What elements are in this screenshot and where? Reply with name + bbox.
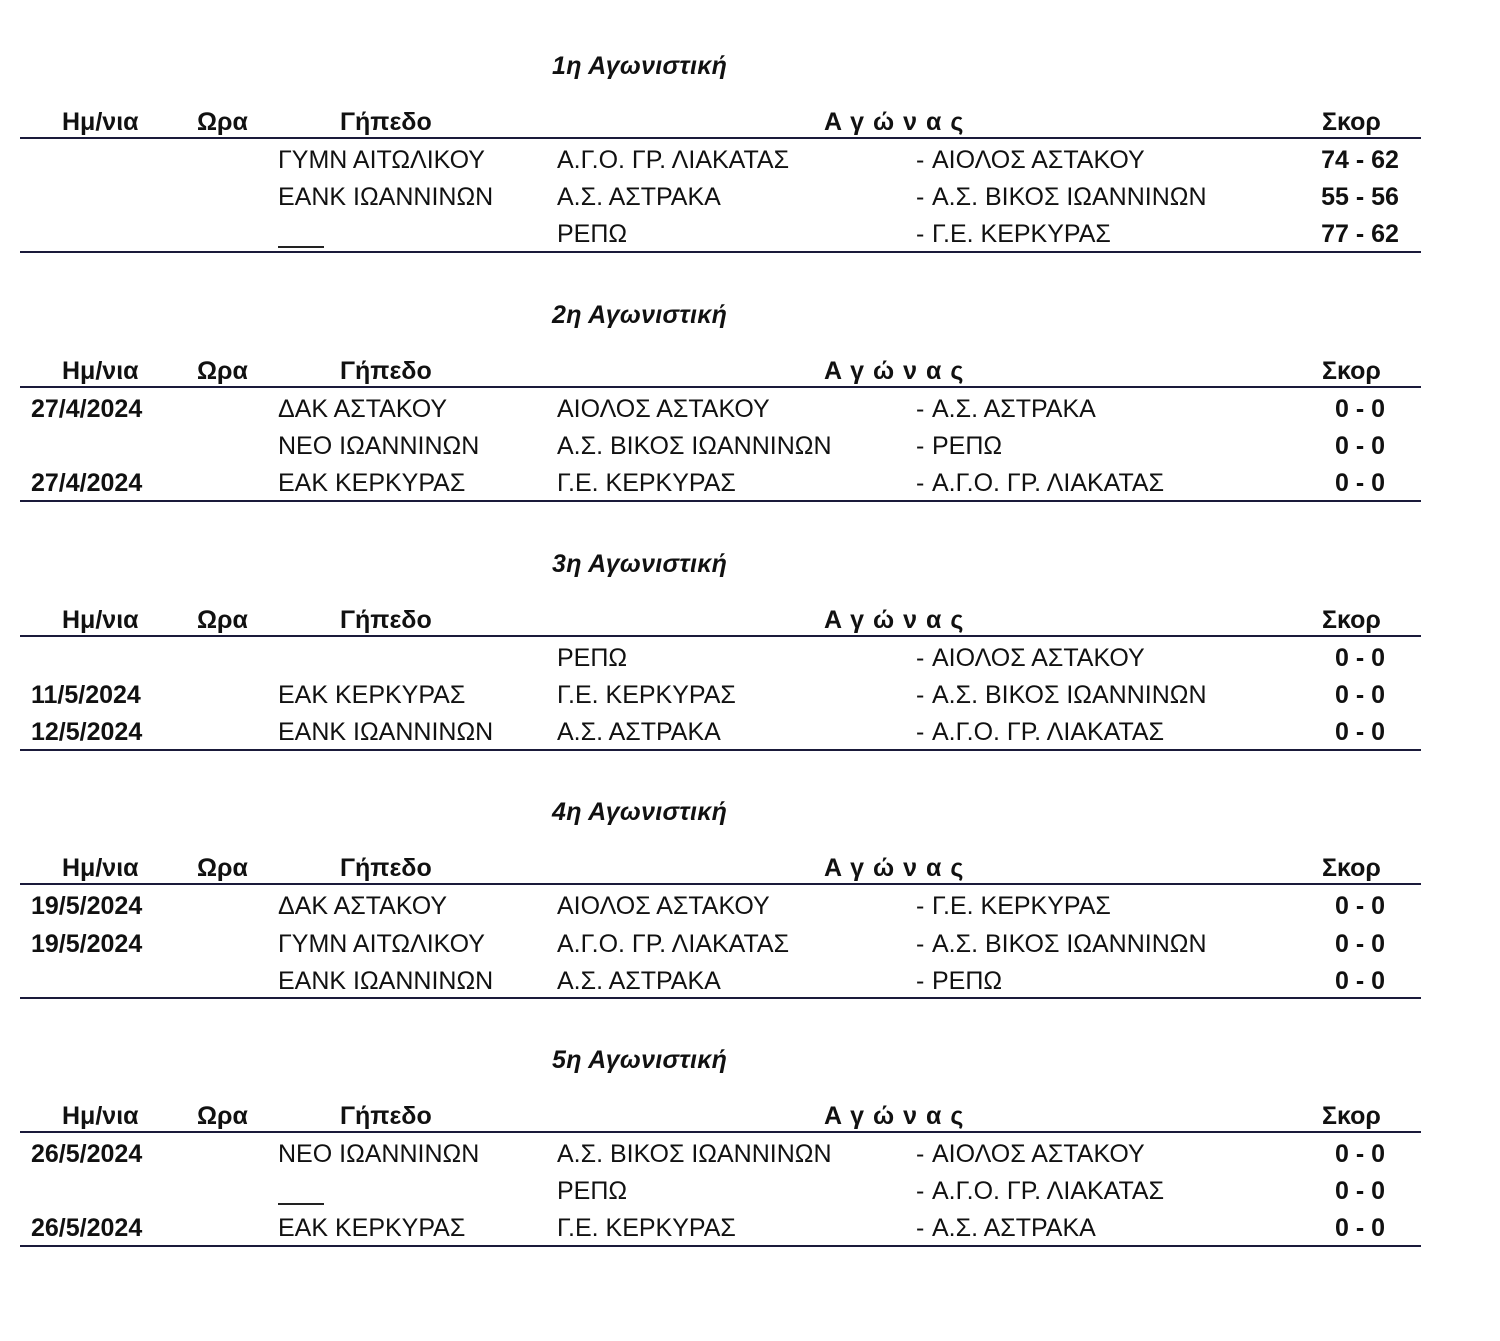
away-team: ΡΕΠΩ xyxy=(932,432,1003,460)
match-separator: - xyxy=(916,681,925,709)
home-team: Α.Σ. ΑΣΤΡΑΚΑ xyxy=(557,967,721,995)
round-title: 1η Αγωνιστική xyxy=(552,52,728,80)
match-separator: - xyxy=(916,469,925,497)
match-date: 26/5/2024 xyxy=(31,1140,143,1168)
blank-venue-line xyxy=(278,1177,324,1205)
header-divider xyxy=(20,883,1421,885)
home-team: Α.Σ. ΑΣΤΡΑΚΑ xyxy=(557,183,721,211)
match-row xyxy=(0,432,1500,469)
home-team: Γ.Ε. ΚΕΡΚΥΡΑΣ xyxy=(557,469,736,497)
match-venue: ΝΕΟ ΙΩΑΝΝΙΝΩΝ xyxy=(278,432,480,460)
match-separator: - xyxy=(916,1177,925,1205)
home-team: Α.Σ. ΒΙΚΟΣ ΙΩΑΝΝΙΝΩΝ xyxy=(557,1140,832,1168)
match-date: 11/5/2024 xyxy=(31,681,141,709)
match-row xyxy=(0,681,1500,718)
header-match: Αγώνας xyxy=(824,108,973,136)
away-team: Α.Γ.Ο. ΓΡ. ΛΙΑΚΑΤΑΣ xyxy=(932,718,1165,746)
away-team: Α.Σ. ΑΣΤΡΑΚΑ xyxy=(932,395,1096,423)
header-time: Ωρα xyxy=(197,854,248,882)
round-section xyxy=(0,994,1500,1244)
header-score: Σκορ xyxy=(1322,606,1381,634)
home-team: ΡΕΠΩ xyxy=(557,644,628,672)
match-separator: - xyxy=(916,183,925,211)
round-divider xyxy=(20,1245,1421,1247)
header-divider xyxy=(20,1131,1421,1133)
header-score: Σκορ xyxy=(1322,357,1381,385)
home-team: ΡΕΠΩ xyxy=(557,220,628,248)
match-score: 0 - 0 xyxy=(1334,395,1386,423)
match-separator: - xyxy=(916,1214,925,1242)
away-team: Α.Σ. ΒΙΚΟΣ ΙΩΑΝΝΙΝΩΝ xyxy=(932,681,1207,709)
home-team: Γ.Ε. ΚΕΡΚΥΡΑΣ xyxy=(557,681,736,709)
match-date: 19/5/2024 xyxy=(31,930,143,958)
header-date: Ημ/νια xyxy=(62,1102,139,1130)
match-row xyxy=(0,644,1500,681)
match-separator: - xyxy=(916,967,925,995)
match-venue: ΓΥΜΝ ΑΙΤΩΛΙΚΟΥ xyxy=(278,930,485,958)
match-score: 0 - 0 xyxy=(1334,681,1386,709)
round-title: 5η Αγωνιστική xyxy=(552,1046,728,1074)
match-separator: - xyxy=(916,718,925,746)
match-venue: ΔΑΚ ΑΣΤΑΚΟΥ xyxy=(278,892,448,920)
away-team: ΑΙΟΛΟΣ ΑΣΤΑΚΟΥ xyxy=(932,644,1145,672)
match-venue: ΕΑΝΚ ΙΩΑΝΝΙΝΩΝ xyxy=(278,183,494,211)
match-score: 74 - 62 xyxy=(1321,146,1399,174)
match-score: 0 - 0 xyxy=(1334,892,1386,920)
header-score: Σκορ xyxy=(1322,854,1381,882)
match-separator: - xyxy=(916,892,925,920)
match-venue: ΕΑΝΚ ΙΩΑΝΝΙΝΩΝ xyxy=(278,718,494,746)
home-team: Α.Γ.Ο. ΓΡ. ΛΙΑΚΑΤΑΣ xyxy=(557,930,790,958)
header-time: Ωρα xyxy=(197,606,248,634)
away-team: Α.Γ.Ο. ΓΡ. ΛΙΑΚΑΤΑΣ xyxy=(932,469,1165,497)
blank-venue-line xyxy=(278,220,324,248)
match-score: 0 - 0 xyxy=(1334,1140,1386,1168)
match-date: 19/5/2024 xyxy=(31,892,143,920)
round-section xyxy=(0,498,1500,748)
match-venue: ΔΑΚ ΑΣΤΑΚΟΥ xyxy=(278,395,448,423)
header-venue: Γήπεδο xyxy=(340,854,432,882)
round-title: 2η Αγωνιστική xyxy=(552,301,728,329)
away-team: ΑΙΟΛΟΣ ΑΣΤΑΚΟΥ xyxy=(932,146,1145,174)
match-date: 26/5/2024 xyxy=(31,1214,143,1242)
away-team: Α.Σ. ΑΣΤΡΑΚΑ xyxy=(932,1214,1096,1242)
match-separator: - xyxy=(916,395,925,423)
header-time: Ωρα xyxy=(197,357,248,385)
match-row xyxy=(0,183,1500,220)
header-date: Ημ/νια xyxy=(62,854,139,882)
header-venue: Γήπεδο xyxy=(340,108,432,136)
match-row xyxy=(0,1140,1500,1177)
round-title: 3η Αγωνιστική xyxy=(552,550,728,578)
round-section xyxy=(0,746,1500,996)
header-date: Ημ/νια xyxy=(62,108,139,136)
match-venue: ΕΑΚ ΚΕΡΚΥΡΑΣ xyxy=(278,1214,466,1242)
match-date: 27/4/2024 xyxy=(31,395,143,423)
away-team: Α.Γ.Ο. ΓΡ. ΛΙΑΚΑΤΑΣ xyxy=(932,1177,1165,1205)
header-divider xyxy=(20,137,1421,139)
match-row xyxy=(0,146,1500,183)
match-row xyxy=(0,1177,1500,1214)
match-score: 77 - 62 xyxy=(1321,220,1399,248)
match-score: 0 - 0 xyxy=(1334,930,1386,958)
header-divider xyxy=(20,386,1421,388)
match-venue: ΓΥΜΝ ΑΙΤΩΛΙΚΟΥ xyxy=(278,146,485,174)
away-team: Γ.Ε. ΚΕΡΚΥΡΑΣ xyxy=(932,220,1111,248)
header-match: Αγώνας xyxy=(824,606,973,634)
match-venue: ΕΑΝΚ ΙΩΑΝΝΙΝΩΝ xyxy=(278,967,494,995)
header-venue: Γήπεδο xyxy=(340,606,432,634)
header-time: Ωρα xyxy=(197,1102,248,1130)
match-separator: - xyxy=(916,930,925,958)
match-score: 0 - 0 xyxy=(1334,469,1386,497)
header-divider xyxy=(20,635,1421,637)
away-team: Α.Σ. ΒΙΚΟΣ ΙΩΑΝΝΙΝΩΝ xyxy=(932,930,1207,958)
round-section xyxy=(0,0,1500,250)
match-score: 0 - 0 xyxy=(1334,1177,1386,1205)
away-team: ΑΙΟΛΟΣ ΑΣΤΑΚΟΥ xyxy=(932,1140,1145,1168)
home-team: ΡΕΠΩ xyxy=(557,1177,628,1205)
match-row xyxy=(0,892,1500,929)
round-title: 4η Αγωνιστική xyxy=(552,798,728,826)
home-team: Α.Σ. ΒΙΚΟΣ ΙΩΑΝΝΙΝΩΝ xyxy=(557,432,832,460)
match-score: 0 - 0 xyxy=(1334,432,1386,460)
round-section xyxy=(0,249,1500,499)
match-venue: ΕΑΚ ΚΕΡΚΥΡΑΣ xyxy=(278,681,466,709)
header-venue: Γήπεδο xyxy=(340,357,432,385)
home-team: Α.Σ. ΑΣΤΡΑΚΑ xyxy=(557,718,721,746)
match-row xyxy=(0,930,1500,967)
home-team: Γ.Ε. ΚΕΡΚΥΡΑΣ xyxy=(557,1214,736,1242)
match-separator: - xyxy=(916,146,925,174)
match-score: 0 - 0 xyxy=(1334,718,1386,746)
away-team: ΡΕΠΩ xyxy=(932,967,1003,995)
match-date: 12/5/2024 xyxy=(31,718,143,746)
away-team: Γ.Ε. ΚΕΡΚΥΡΑΣ xyxy=(932,892,1111,920)
header-match: Αγώνας xyxy=(824,357,973,385)
match-separator: - xyxy=(916,220,925,248)
match-venue: ΝΕΟ ΙΩΑΝΝΙΝΩΝ xyxy=(278,1140,480,1168)
match-separator: - xyxy=(916,432,925,460)
match-venue: ΕΑΚ ΚΕΡΚΥΡΑΣ xyxy=(278,469,466,497)
away-team: Α.Σ. ΒΙΚΟΣ ΙΩΑΝΝΙΝΩΝ xyxy=(932,183,1207,211)
header-match: Αγώνας xyxy=(824,1102,973,1130)
match-score: 0 - 0 xyxy=(1334,1214,1386,1242)
header-time: Ωρα xyxy=(197,108,248,136)
header-match: Αγώνας xyxy=(824,854,973,882)
header-date: Ημ/νια xyxy=(62,357,139,385)
home-team: ΑΙΟΛΟΣ ΑΣΤΑΚΟΥ xyxy=(557,892,770,920)
match-separator: - xyxy=(916,644,925,672)
match-row xyxy=(0,395,1500,432)
match-separator: - xyxy=(916,1140,925,1168)
match-score: 55 - 56 xyxy=(1321,183,1399,211)
header-venue: Γήπεδο xyxy=(340,1102,432,1130)
header-score: Σκορ xyxy=(1322,108,1381,136)
header-score: Σκορ xyxy=(1322,1102,1381,1130)
home-team: ΑΙΟΛΟΣ ΑΣΤΑΚΟΥ xyxy=(557,395,770,423)
header-date: Ημ/νια xyxy=(62,606,139,634)
match-date: 27/4/2024 xyxy=(31,469,143,497)
match-score: 0 - 0 xyxy=(1334,644,1386,672)
home-team: Α.Γ.Ο. ΓΡ. ΛΙΑΚΑΤΑΣ xyxy=(557,146,790,174)
match-score: 0 - 0 xyxy=(1334,967,1386,995)
